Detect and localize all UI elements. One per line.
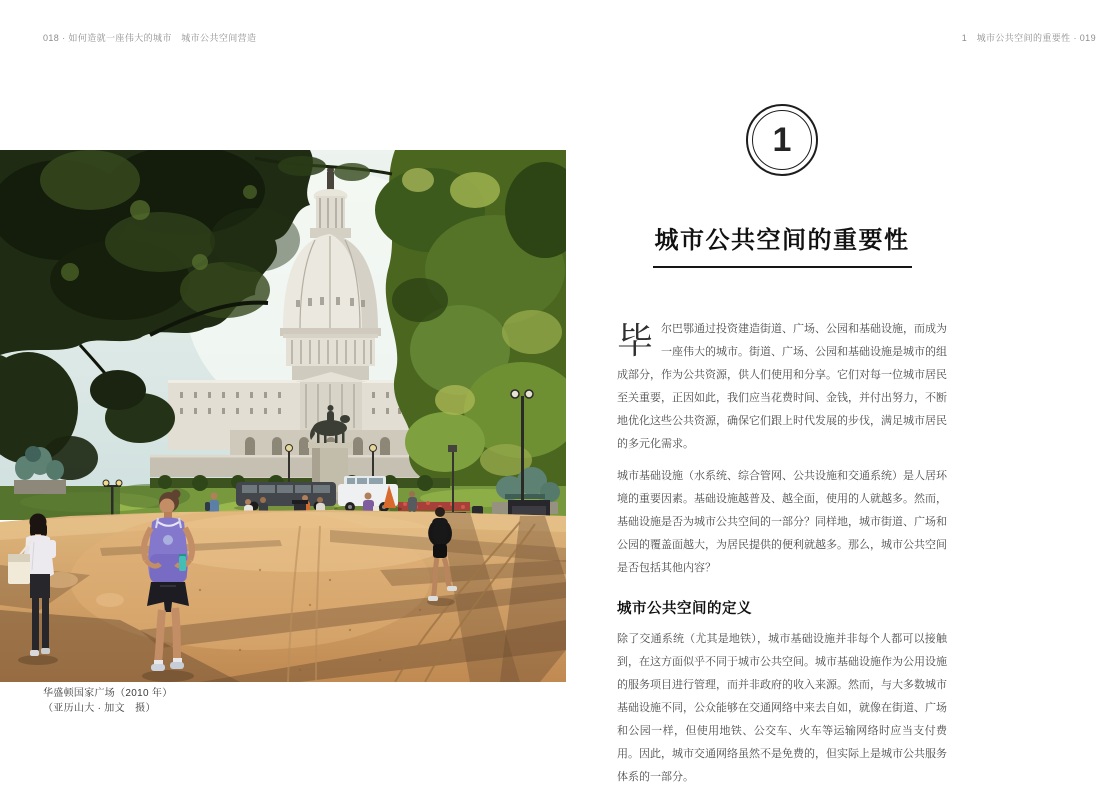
- chapter-column: [617, 0, 947, 798]
- chapter-body-text: [617, 318, 947, 789]
- dropcap: 毕: [617, 320, 654, 361]
- paragraph-3: 除了交通系统（尤其是地铁），城市基础设施并非每个人都可以接触到，在这方面似乎不同于城市公共空间。城市基础设施作为公用设施的服务项目进行管理，而并非政府的收入来源。然而，与大多数城市基础设施不同，公众能够在交通网络中来去自如，就像在街道、广场和公园一样，但使用地铁、公交车、火车等运输网络时应当支付费用。因此，城市交通网络虽然不是免费的，但实际上是城市公共服务体系的一部分。: [617, 633, 947, 783]
- paragraph-1: [617, 318, 947, 456]
- chapter-number-badge: [746, 104, 818, 176]
- photo-caption-line2: （亚历山大 · 加文 摄）: [43, 703, 156, 714]
- chapter-number: 1: [772, 120, 792, 159]
- photo-caption: [43, 686, 173, 716]
- chapter-title-wrap: [617, 220, 947, 268]
- section-heading: 城市公共空间的定义: [617, 601, 752, 617]
- paragraph-2: 城市基础设施（水系统、综合管网、公共设施和交通系统）是人居环境的重要因素。基础设施越普及、越全面，使用的人就越多。然而，基础设施是否为城市公共空间的一部分？同样地，城市街道、广场和公园的覆盖面越大，为居民提供的便利就越多。那么，城市公共空间是否包括其他内容？: [617, 470, 947, 574]
- running-head-left: 018 · 如何造就一座伟大的城市 城市公共空间营造: [43, 33, 257, 43]
- photo-caption-line1: 华盛顿国家广场（2010 年）: [43, 688, 173, 699]
- national-mall-illustration: [0, 150, 566, 682]
- paragraph-1-text: 尔巴鄂通过投资建造街道、广场、公园和基础设施，而成为一座伟大的城市。街道、广场、公园和基础设施是城市的组成部分，作为公共资源，供人们使用和分享。它们对每一位城市居民至关重要，正因如此，我们应当花费时间、金钱，并付出努力，不断地优化这些公共资源，确保它们跟上时代发展的步伐，满足城市居民的多元化需求。: [617, 323, 948, 450]
- running-head-right: 1 城市公共空间的重要性 · 019: [961, 33, 1096, 43]
- photo-national-mall: [0, 150, 566, 682]
- chapter-number-ring: [752, 110, 812, 170]
- chapter-title: 城市公共空间的重要性: [653, 220, 912, 268]
